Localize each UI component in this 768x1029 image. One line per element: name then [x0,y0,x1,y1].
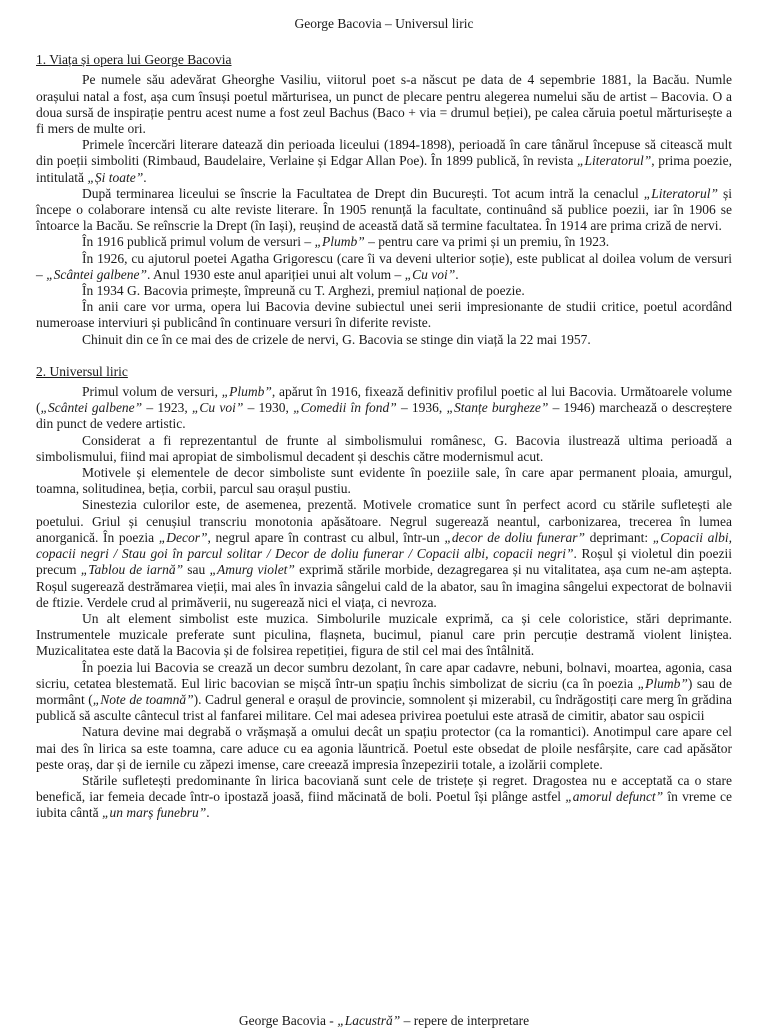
italic-title-run: „Și toate” [87,169,144,185]
text-run: , apărut în 1916, fixează definitiv profilul poetic al lui Bacovia. Următoarele volume ( [36,384,732,416]
section-heading-life-and-work: 1. Viața și opera lui George Bacovia [36,52,232,68]
italic-title-run: „un marș funebru” [101,805,207,821]
italic-title-run: „Note de toamnă” [92,691,194,707]
paragraph [36,465,732,497]
text-run: – 1930, [243,400,294,416]
section-body-life-and-work [36,72,732,347]
italic-title-run: „decor de doliu funerar” [444,529,585,545]
text-run: În anii care vor urma, opera lui Bacovia devine subiectul unei serii impresionante de studii critice, poetul acordând numeroase interviuri și publicând în continuare versuri în diferite reviste. [36,299,732,331]
paragraph [36,186,732,235]
italic-title-run: „Comedii în fond” [293,400,397,416]
text-run: ) sau de mormânt ( [36,675,732,707]
paragraph [36,251,732,283]
section-heading-lyrical-universe: 2. Universul liric [36,363,128,379]
text-run: , negrul apare în contrast cu albul, într-un [207,529,445,545]
text-run: – 1923, [142,400,192,416]
text-run: – 1946) marchează o descreștere din punct de vedere artistic. [36,400,733,432]
italic-title-run: „Plumb” [221,384,272,400]
text-run: În 1926, cu ajutorul poetei Agatha Grigorescu (care îi va deveni ulterior soție), este publicat al doilea volum de versuri – [36,250,732,282]
text-run: . [206,805,210,821]
section-body-lyrical-universe [36,384,732,821]
text-run: – 1936, [396,400,447,416]
text-run: exprimă stările morbide, dezagregarea și nu vitalitatea, așa cum ne-am aștepta. Roșul sugerează destrămarea vieții, mai ales în invazia sângelui cald de la abator, sau în imagina sângelui expectorat de bolnavii de ftizie. Verdele crud al primăverii, nu sugerează nici el viața, ci nevroza. [36,562,732,610]
text-run: – repere de interpretare [400,1013,530,1028]
page-title: George Bacovia – Universul liric [294,16,474,31]
italic-title-run: „Decor” [158,529,208,545]
text-run: Pe numele său adevărat Gheorghe Vasiliu, viitorul poet s-a născut pe data de 4 sepembrie 1881, la Bacău. Numle orașului natal a fost, așa cum însuși poetul mărturisea, un punct de plecare pentru alegerea numelui său de artist – Bacovia. O a doua sursă de inspirație pentru acest nume a fost zeul Bachus (Baco + via = drumul beției), pe calea căruia poetul mărturisește a fi mers de multe ori. [36,72,732,137]
italic-title-run: „Scântei galbene” [40,400,143,416]
paragraph [36,234,732,250]
paragraph [36,72,732,137]
italic-title-run: „Plumb” [314,234,365,250]
italic-title-run: „Tablou de iarnă” [80,562,184,578]
text-run: Chinuit din ce în ce mai des de crizele de nervi, G. Bacovia se stinge din viață la 22 mai 1957. [82,331,591,347]
text-run: Primul volum de versuri, [82,384,222,400]
paragraph [36,332,732,348]
italic-title-run: „Literatorul” [643,185,718,201]
text-run: Natura devine mai degrabă o vrășmașă a omului decât un spațiu protector (ca la romantici). Anotimpul care apare cel mai des în lirica sa este toamna, care aduce cu ea agonia lăuntrică. Poetul este obsedat de ploile nesfârșite, care cad apăsător peste oraș, dar și de iernile cu zăpezi imense, care creează impresia înzepezirii totale, a izolării complete. [36,724,732,772]
paragraph [36,611,732,660]
text-run: Stările sufletești predominante în lirica bacoviană sunt cele de tristețe și regret. Dragostea nu e acceptată ca o stare benefică, iar femeia decade într-o ipostază joasă, fiind măcinată de boli. Poetul își plânge astfel [36,772,732,805]
text-run: . [455,266,459,282]
text-run: deprimant: [585,529,653,545]
next-page-heading [0,1013,768,1029]
italic-title-run: „Lacustră” [337,1013,401,1028]
text-run: – pentru care va primi și un premiu, în 1923. [364,234,610,250]
paragraph [36,724,732,773]
paragraph [36,283,732,299]
italic-title-run: „Amurg violet” [209,562,295,578]
paragraph [36,384,732,433]
text-run: și începe o colaborare intensă cu alte reviste literare. În 1905 renunță la facultate, continuând să publice poezii, iar în 1906 se întoarce la Bacău. Se reînscrie la Drept (în Iași), reușind de această dată să termine facultatea. În 1914 are prima criză de nervi. [36,185,732,234]
text-run: ). Cadrul general e orașul de provincie, somnolent și mizerabil, cu îndrăgostiți care merg în grădina publică să asculte cântecul trist al fanfarei militare. Cel mai adesea privirea poetului este atrasă de cimitir, abator sau ospicii [36,691,732,724]
paragraph [36,497,732,610]
italic-title-run: „Copacii albi, copacii negri / Stau goi în parcul solitar / Decor de doliu funerar / Copacii albi, copacii negri” [36,529,732,562]
text-run: , prima poezie, intitulată [36,153,732,185]
paragraph [36,299,732,331]
italic-title-run: „amorul defunct” [565,789,664,805]
text-run: În 1916 publică primul volum de versuri – [82,234,315,250]
text-run: În 1934 G. Bacovia primește, împreună cu T. Arghezi, premiul național de poezie. [82,283,525,299]
text-run: În poezia lui Bacovia se crează un decor sumbru dezolant, în care apar cadavre, nebuni, bolnavi, moartea, agonia, casa sicriu, cetatea blestemată. Eul liric bacovian se mișcă într-un spațiu închis simbolizat de sicriu (ca în poezia [36,659,732,691]
italic-title-run: „Plumb” [637,675,688,691]
text-run: Un alt element simbolist este muzica. Simbolurile muzicale exprimă, ca și cele coloristice, stări deprimante. Instrumentele muzicale preferate sunt piculina, flașneta, bucimul, pianul care prin percuție destramă violent liniștea. Muzicalitatea este dată la Bacovia și de folsirea repetiției, figura de stil cel mai des întâlnită. [36,610,732,659]
italic-title-run: „Stanțe burgheze” [446,400,549,416]
italic-title-run: „Cu voi” [191,400,244,416]
paragraph [36,137,732,186]
text-run: sau [183,562,210,578]
text-run: Motivele și elementele de decor simboliste sunt evidente în poeziile sale, în care apar permanent ploaia, amurgul, toamna, solitudinea, beția, corbii, parcul sau orașul pustiu. [36,465,732,497]
paragraph [36,433,732,465]
text-run: în vreme ce iubita cântă [36,789,732,821]
paragraph [36,660,732,725]
text-run: Primele încercări literare datează din perioada liceului (1894-1898), perioadă în care tânărul începuse să citească mult din poeții simboliti (Rimbaud, Baudelaire, Verlaine și Edgar Allan Poe). În 1899 publică, în revista [36,137,732,169]
text-run: . [143,169,147,185]
text-run: După terminarea liceului se înscrie la Facultatea de Drept din București. Tot acum intră la cenaclul [82,185,644,201]
paragraph [36,773,732,822]
italic-title-run: „Literatorul” [576,153,652,169]
text-run: Considerat a fi reprezentantul de frunte al simbolismului românesc, G. Bacovia ilustrează ultima perioadă a simbolismului, fiind mai apropiat de simbolismul decadent și deschis către modernismul acut. [36,432,732,464]
document-page [36,16,732,822]
italic-title-run: „Cu voi” [404,266,456,282]
spacer [36,32,732,52]
spacer [36,348,732,364]
italic-title-run: „Scântei galbene” [46,266,147,282]
text-run: George Bacovia - [238,1013,338,1028]
text-run: . Roșul și violetul din poezii precum [36,546,732,578]
text-run: . Anul 1930 este anul apariției unui alt volum – [147,266,405,282]
text-run: Sinestezia culorilor este, de asemenea, prezentă. Motivele cromatice sunt în perfect acord cu stările sufletești ale poetului. Griul și cenușiul transcriu monotonia apăsătoare. Negrul sugerează neantul, carbonizarea, trecerea în lumea anorganică. În poezia [36,497,732,545]
